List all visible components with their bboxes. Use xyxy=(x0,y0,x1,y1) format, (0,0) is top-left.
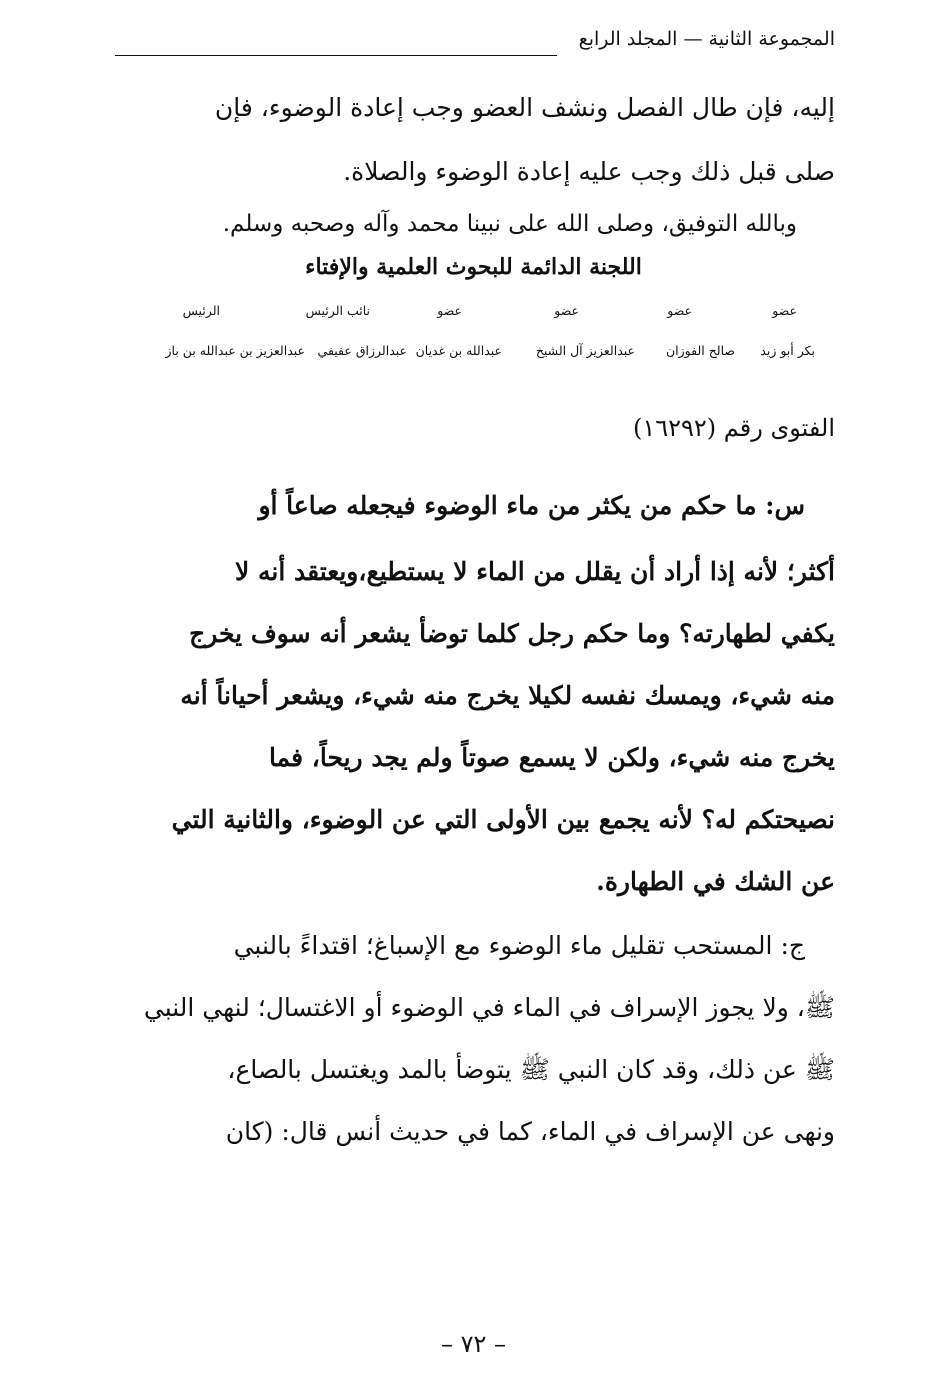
fatwa-number: الفتوى رقم (١٦٢٩٢) xyxy=(632,414,835,442)
answer-line: ﷺ عن ذلك، وقد كان النبي ﷺ يتوضأ بالمد ويغتسل بالصاع، xyxy=(227,1055,835,1084)
signatory-role: الرئيس xyxy=(182,303,220,318)
continuation-line: إليه، فإن طال الفصل ونشف العضو وجب إعادة الوضوء، فإن xyxy=(214,93,835,122)
signatory-name: عبدالرزاق عفيفي xyxy=(317,343,407,358)
signatory-name: عبدالعزيز آل الشيخ xyxy=(535,343,635,358)
signatory-names xyxy=(0,343,947,365)
signatory-role: عضو xyxy=(667,303,692,318)
signatory-role: عضو xyxy=(554,303,579,318)
answer-line: ونهى عن الإسراف في الماء، كما في حديث أنس قال: (كان xyxy=(225,1117,835,1146)
answer-line: ج: المستحب تقليل ماء الوضوء مع الإسباغ؛ اقتداءً بالنبي xyxy=(233,931,805,960)
signatory-name: بكر أبو زيد xyxy=(760,343,815,358)
question-line: عن الشك في الطهارة. xyxy=(596,867,835,896)
committee-title: اللجنة الدائمة للبحوث العلمية والإفتاء xyxy=(305,254,642,280)
closing-line: وبالله التوفيق، وصلى الله على نبينا محمد وآله وصحبه وسلم. xyxy=(222,211,797,237)
question-line: أكثر؛ لأنه إذا أراد أن يقلل من الماء لا يستطيع،ويعتقد أنه لا xyxy=(235,557,835,586)
signatory-role: عضو xyxy=(437,303,462,318)
header-rule xyxy=(115,55,557,56)
signatory-name: صالح الفوزان xyxy=(665,343,735,358)
question-line: منه شيء، ويمسك نفسه لكيلا يخرج منه شيء، ويشعر أحياناً أنه xyxy=(180,681,835,710)
question-line: يخرج منه شيء، ولكن لا يسمع صوتاً ولم يجد ريحاً، فما xyxy=(269,743,835,772)
question-line: نصيحتكم له؟ لأنه يجمع بين الأولى التي عن الوضوء، والثانية التي xyxy=(171,805,835,834)
signatory-name: عبدالعزيز بن عبدالله بن باز xyxy=(165,343,305,358)
page-number: – ٧٢ – xyxy=(440,1330,507,1358)
question-line: يكفي لطهارته؟ وما حكم رجل كلما توضأ يشعر أنه سوف يخرج xyxy=(189,619,835,648)
signatory-role: نائب الرئيس xyxy=(305,303,370,318)
signatory-name: عبدالله بن غديان xyxy=(415,343,502,358)
continuation-line: صلى قبل ذلك وجب عليه إعادة الوضوء والصلاة. xyxy=(343,157,835,186)
answer-line: ﷺ، ولا يجوز الإسراف في الماء في الوضوء أو الاغتسال؛ لنهي النبي xyxy=(143,993,835,1022)
page-header xyxy=(115,28,835,64)
signatory-role: عضو xyxy=(772,303,797,318)
running-title: المجموعة الثانية — المجلد الرابع xyxy=(578,28,835,50)
signatory-roles xyxy=(0,303,947,325)
question-line: س: ما حكم من يكثر من ماء الوضوء فيجعله صاعاً أو xyxy=(258,491,805,520)
